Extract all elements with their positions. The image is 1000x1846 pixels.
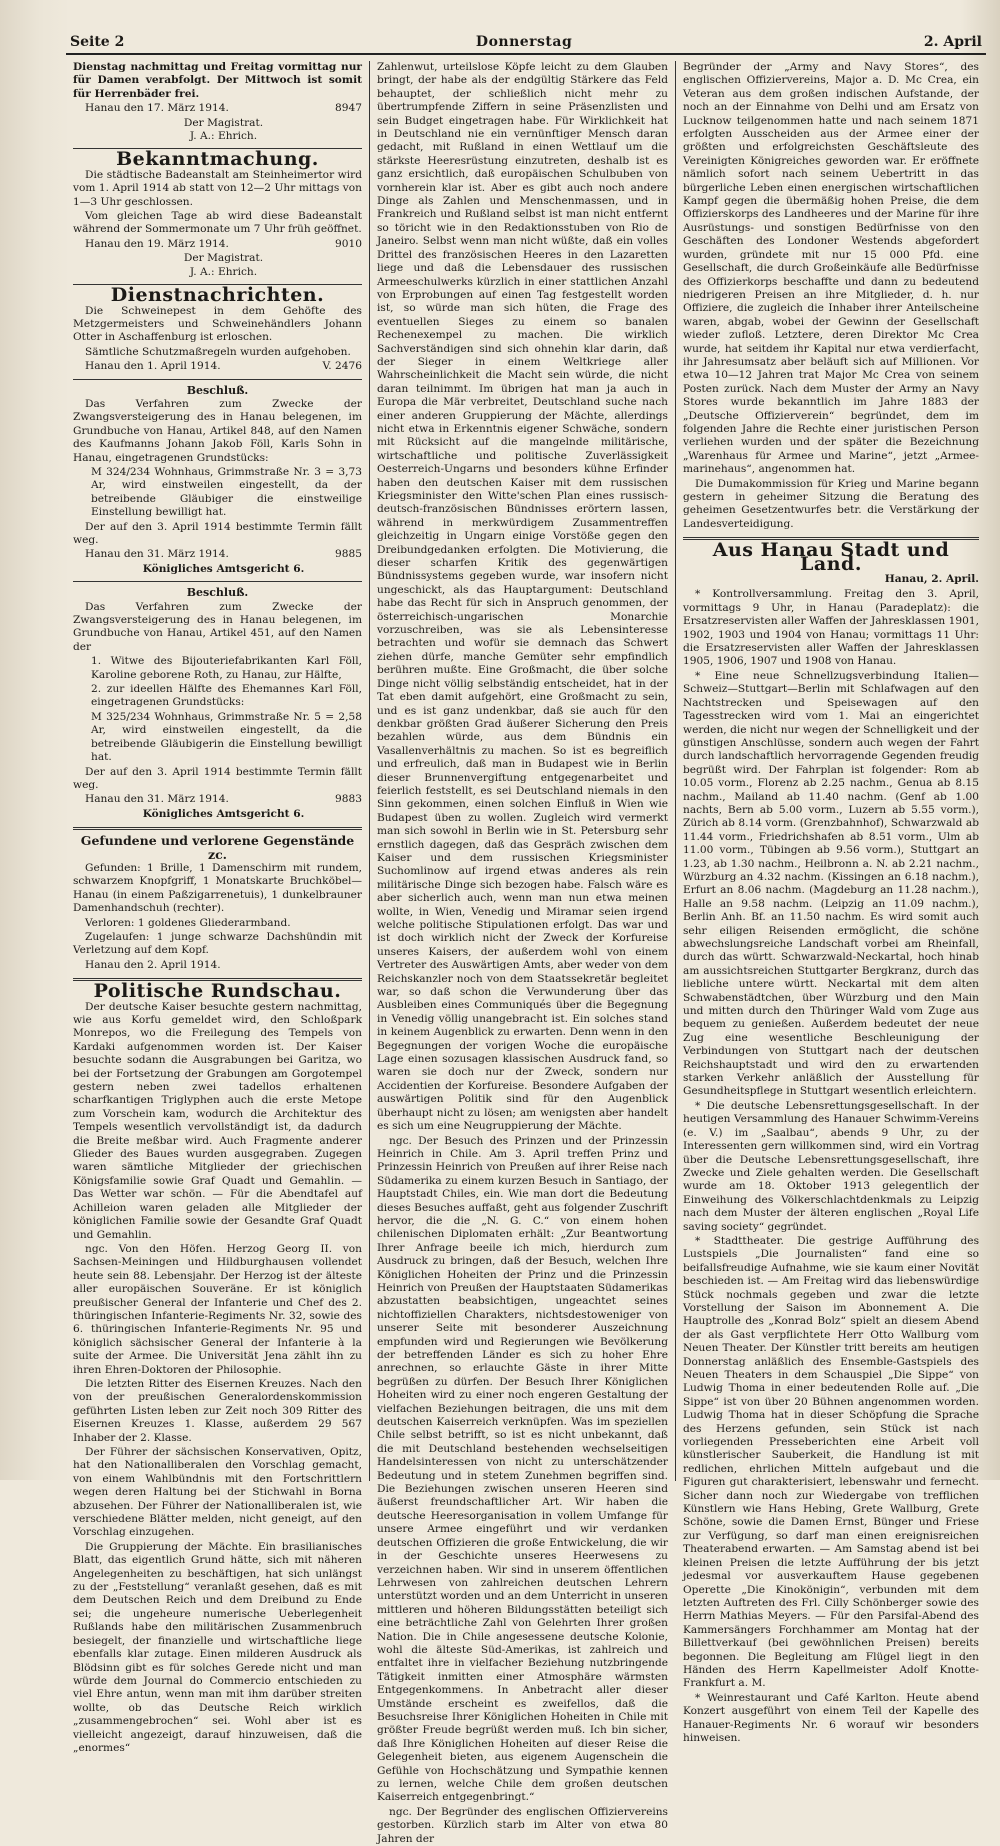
beschluss-1-dateline [73, 548, 362, 561]
bath-notice-date: Hanau den 17. März 1914. [85, 102, 229, 115]
bekanntmachung-text-2: Vom gleichen Tage ab wird diese Badeanstalt während der Sommermonate um 7 Uhr früh geöffnet. [73, 210, 362, 236]
page-number: Seite 2 [70, 34, 125, 50]
heading-aus-hanau: Aus Hanau Stadt und Land. [712, 539, 950, 575]
signature-ehrich: J. A.: Ehrich. [189, 130, 258, 143]
beschluss-2-item-2: 2. zur ideellen Hälfte des Ehemannes Karl Föll, eingetragenen Grundstücks: [91, 683, 362, 709]
bekanntmachung-number: 9010 [335, 237, 362, 250]
politik-konservative: Der Führer der sächsischen Konservativen, Opitz, hat den Nationalliberalen den Vorschlag gemacht, von einem Wahlbündnis mit den Fortschrittlern wegen deren Haltung bei der Stichwahl in Borna abzusehen. Der Führer der Nationalliberalen ist, wie verschiedene Blätter melden, nicht geneigt, auf den Vorschlag einzugehen. [73, 1446, 362, 1539]
beschluss-2-item-1: 1. Witwe des Bijouteriefabrikanten Karl Föll, Karoline geborene Roth, zu Hanau, zur Hälfte, [91, 655, 362, 681]
weekday: Donnerstag [475, 34, 573, 50]
dienst-date: Hanau den 1. April 1914. [85, 360, 221, 373]
column-3 [676, 61, 986, 1744]
divider [73, 827, 362, 830]
bekanntmachung-dateline [73, 238, 362, 251]
bekanntmachung-text-1: Die städtische Badeanstalt am Steinheimertor wird vom 1. April 1914 ab statt von 12—2 Uhr mittags von 1—3 Uhr geschlossen. [73, 168, 362, 208]
beschluss-1-date: Hanau den 31. März 1914. [85, 548, 229, 561]
politik-eisernes-kreuz: Die letzten Ritter des Eisernen Kreuzes. Nach den von der preußischen Generalordenskommission geführten Listen leben zur Zeit noch 309 Ritter des Eisernen Kreuzes 1. Klasse, außerdem 29 567 Inhaber der 2. Klasse. [73, 1377, 362, 1444]
beschluss-1-number: 9885 [335, 548, 362, 561]
politik-gruppierung-cont: Zahlenwut, urteilslose Köpfe leicht zu dem Glauben bringt, der habe als der endgültig Stärkere das Feld behauptet, der schließlich nicht mehr zu übertrumpfende Ziffern in seine Präsenzlisten und sein Budget eingetragen habe. Für Wirklichkeit hat in Deutschland nie ein vernünftiger Mensch daran gedacht, mit Rußland in einen Wettlauf um die stärkste Heeresrüstung einzutreten, deshalb ist es ganz ersichtlich, daß europäischen Schulbuben von vornherein klar ist. Aber es gibt auch noch andere Dinge als Zahlen und Menschenmassen, und in Frankreich und Rußland selbst ist man nicht entfernt so töricht wie in den Redaktionsstuben von Rio de Janeiro. Selbst wenn man nicht wüßte, daß ein volles Drittel des französischen Heeres in den Lazaretten liege und daß die Lebensdauer des russischen Armeeschulwerks kürzlich in einer stattlichen Anzahl von Erprobungen auf einen Tag festgestellt worden ist, so würde man sich hüten, die Frage des eventuellen Sieges zu einem so banalen Rechenexempel zu machen. Die wirklich Sachverständigen sind sich ohnehin klar darin, daß der Sieger in einem Weltkriege aller Wahrscheinlichkeit die Macht sein würde, die nicht daran teilnimmt. Im übrigen hat man ja auch in Europa die Mär verbreitet, Deutschland suche nach einer anderen Gruppierung der Mächte, allerdings nicht etwa in Erkenntnis eigener Schwäche, sondern mit Rücksicht auf die mangelnde militärische, wirtschaftliche und politische Zuverlässigkeit Oesterreich-Ungarns und besonders kühne Erfinder haben den deutschen Kaiser mit dem russischen Kriegsminister den Witte'schen Plan eines russisch-deutsch-französischen Bündnisses erörtern lassen, während in merkwürdigem Zusammentreffen gleichzeitig in Ungarn einige Vorstöße gegen den Dreibundgedanken erfolgten. Die Motivierung, die dieser scharfen Kritik des gegenwärtigen Bündnissystems gegeben wurde, war insofern nicht ungeschickt, als das Hauptargument: Deutschland habe das Recht für sich in Anspruch genommen, der österreichisch-ungarischen Monarchie vorzuschreiben, was sie als Lebensinteresse betrachten und wofür sie demnach das Schwert ziehen dürfe, manche Gemüter sehr empfindlich berühren mußte. Eine Großmacht, die über solche Dinge nicht völlig selbständig entscheidet, hat in der Tat eben damit aufgehört, eine Großmacht zu sein, und es ist ganz undenkbar, daß sie auch für den denkbar größten Grad äußerer Sicherung den Preis bezahlen würde, aus dem Bündnis ein Vasallenverhältnis zu machen. So ist es begreiflich und erfreulich, daß man in Budapest wie in Berlin dieser Brunnenvergiftung entgegenarbeitet und feierlich feststellt, es sei Deutschland niemals in den Sinn gekommen, einen solchen Einfluß in Wien wie Budapest üben zu wollen. Zugleich wird vermerkt man sich sowohl in Berlin wie in St. Petersburg sehr ernstlich dagegen, daß das Gespräch zwischen dem Kaiser und dem russischen Kriegsminister Suchomlinow auf irgend etwas anderes als rein militärische Dinge sich bezogen habe. Falsch wäre es aber sicherlich auch, wenn man nun etwa meinen wollte, in Wien, Venedig und Miramar seien irgend welche politische Stipulationen erfolgt. Das war und ist doch wirklich nicht der Zweck der Korfureise unseres Kaisers, der außerdem wohl von einem Vertreter des Auswärtigen Amts, aber weder von dem Reichskanzler noch von dem Staatssekretär begleitet war, so daß schon die Verwunderung über das Ausbleiben eines Communiqués über die Begegnung in Venedig völlig unangebracht ist. Ein solches stand in keinem Augenblick zu erwarten. Denn wenn in den Begegnungen der vorigen Woche die europäische Lage einen sozusagen klassischen Ausdruck fand, so waren sie doch nur der Zweck, sondern nur Accidentien der Korfureise. Besondere Aufgaben der auswärtigen Politik sind für den Augenblick überhaupt nicht zu lösen; am wenigsten aber handelt es sich um eine Neugruppierung der Mächte. [377, 61, 668, 1133]
beschluss-1-signature: Königliches Amtsgericht 6. [142, 562, 305, 575]
offizierverein-begruender: ngc. Der Begründer des englischen Offiziervereins gestorben. Kürzlich starb im Alter von etwa 80 Jahren der [377, 1805, 668, 1845]
beschluss-2-termin: Der auf den 3. April 1914 bestimmte Termin fällt weg. [73, 765, 362, 791]
politik-gruppierung: Die Gruppierung der Mächte. Ein brasilianisches Blatt, das eigentlich Grund hätte, sich mit näheren Angelegenheiten zu beschäftigen, hat sich unlängst zu der „Feststellung“ veranlaßt gesehen, daß es mit dem Deutschen Reich und dem Dreibund zu Ende sei; die ungeheure numerische Ueberlegenheit Rußlands habe den militärischen Zusammenbruch besiegelt, der finanzielle und wirtschaftliche liege ebenfalls klar zutage. Einen milderen Ausdruck als Blödsinn gibt es für solches Gerede nicht und man würde dem Journal do Commercio entschieden zu viel Ehre antun, wenn man mit ihm darüber streiten wollte, ob das Deutsche Reich wirklich „zusammengebrochen“ sei. Wohl aber ist es vielleicht angezeigt, darauf hinzuweisen, daß die „enormes“ [73, 1540, 362, 1754]
beschluss-2-text: Das Verfahren zum Zwecke der Zwangsversteigerung des in Hanau belegenen, im Grundbuche von Hanau, Artikel 451, auf den Namen der [73, 600, 362, 653]
beschluss-2-heading: Beschluß. [186, 586, 249, 600]
heading-dienstnachrichten: Dienstnachrichten. [110, 284, 325, 307]
signature-magistrat: Der Magistrat. [183, 116, 264, 129]
signature-ehrich-2: J. A.: Ehrich. [189, 265, 258, 278]
beschluss-2-dateline [73, 793, 362, 806]
beschluss-2-signature: Königliches Amtsgericht 6. [142, 807, 305, 820]
column-1 [66, 61, 370, 1754]
prinz-heinrich-chile: ngc. Der Besuch des Prinzen und der Prinzessin Heinrich in Chile. Am 3. April treffen Prinz und Prinzessin Heinrich von Preußen auf ihrer Reise nach Südamerika zu einem kurzen Besuch in Santiago, der Hauptstadt Chiles, ein. Wie man dort die Bedeutung dieses Besuches auffaßt, geht aus folgender Zuschrift hervor, die die „N. G. C.“ von einem hohen chilenischen Diplomaten erhält: „Zur Beantwortung Ihrer Anfrage beeile ich mich, hierdurch zum Ausdruck zu bringen, daß der Besuch, welchen Ihre Königlichen Hoheiten der Prinz und die Prinzessin Heinrich von Preußen der Hauptstaaten Südamerikas abzustatten beabsichtigen, ungeachtet seines nichtoffiziellen Charakters, nichtsdestoweniger von unserer Seite mit besonderer Auszeichnung empfunden wird und Regierungen wie Bevölkerung der betreffenden Länder es sich zu hoher Ehre anrechnen, so erlauchte Gäste in ihrer Mitte begrüßen zu dürfen. Der Besuch Ihrer Königlichen Hoheiten wird zu einer noch engeren Gestaltung der vielfachen Beziehungen beitragen, die uns mit dem deutschen Kaiserreich verknüpfen. Was im speziellen Chile selbst betrifft, so ist es nicht unbekannt, daß die mit Deutschland bestehenden wechselseitigen Handelsinteressen von nicht zu unterschätzender Bedeutung und in stetem Zunehmen begriffen sind. Die Beziehungen zwischen unseren Heeren sind äußerst freundschaftlicher Art. Wir haben die deutsche Heeresorganisation in vollem Umfange für unsere Armee eingeführt und wir verdanken deutschen Offizieren die große Entwickelung, die wir in der Geschichte unseres Heerwesens zu verzeichnen haben. Wir sind in unserem öffentlichen Lehrwesen von zahlreichen deutschen Lehrern unterstützt worden und an dem Unterricht in unseren mittleren und höheren Bildungsstätten beteiligt sich eine beträchtliche Zahl von Gelehrten Ihrer großen Nation. Die in Chile angesessene deutsche Kolonie, wohl die älteste Süd-Amerikas, ist zahlreich und entfaltet ihre in vielfacher Beziehung nutzbringende Tätigkeit inmitten einer Atmosphäre wärmsten Entgegenkommens. In Anbetracht aller dieser Umstände erscheint es zweifellos, daß die Besuchsreise Ihrer Königlichen Hoheiten in Chile mit größter Freude begrüßt werden muß. Ich bin sicher, daß Ihre Königlichen Hoheiten auf dieser Reise die Gelegenheit bieten, aus eigenem Augenschein die Gefühle von Hochschätzung und Sympathie kennen zu lernen, welche Chile dem großen deutschen Kaiserreich entgegenbringt.“ [377, 1134, 668, 1804]
beschluss-2-date: Hanau den 31. März 1914. [85, 793, 229, 806]
stadttheater: * Stadttheater. Die gestrige Aufführung des Lustspiels „Die Journalisten“ fand eine so beifallsfreudige Aufnahme, wie sie kaum einer Novität beschieden ist. — Am Freitag wird das liebenswürdige Stück nochmals gegeben und zwar die letzte Vorstellung der Saison im Abonnement A. Die Hauptrolle des „Konrad Bolz“ spielt an diesem Abend der als Gast verpflichtete Herr Otto Wallburg vom Neuen Theater. Der Künstler tritt bereits am heutigen Donnerstag anläßlich des Ensemble-Gastspiels des Neuen Theaters in dem Schauspiel „Die Sippe“ von Ludwig Thoma in einer bedeutenden Rolle auf. „Die Sippe“ ist von über 20 Bühnen angenommen worden. Ludwig Thoma hat in dieser Schöpfung die Sprache des Herzens gefunden, sein Stück ist nach vorliegenden Presseberichten eine Arbeit voll künstlerischer Sauberkeit, die Handlung ist mit redlichen, ehrlichen Mitteln aufgebaut und die Figuren gut charakterisiert, lebenswahr und fernecht. Sicher dann noch zur Wiedergabe von trefflichen Künstlern wie Hans Hebing, Grete Wallburg, Grete Schöne, sowie die Damen Ernst, Bünger und Friese zur Verfügung, so darf man einen ereignisreichen Theaterabend erwarten. — Am Samstag abend ist bei kleinen Preisen die letzte Aufführung der bis jetzt jedesmal vor ausverkauftem Hause gegebenen Operette „Die Kinokönigin“, verbunden mit dem letzten Auftreten des Frl. Cilly Schönberger sowie des Herrn Mathias Meyers. — Für den Parsifal-Abend des Kammersängers Forchhammer am Montag hat der Billettverkauf (bei gewöhnlichen Preisen) bereits begonnen. Die Begleitung am Flügel liegt in den Händen des Herrn Kapellmeister Adolf Knotte-Frankfurt a. M. [683, 1234, 979, 1690]
bekanntmachung-date: Hanau den 19. März 1914. [85, 237, 229, 250]
bath-notice-text: Dienstag nachmittag und Freitag vormittag nur für Damen verabfolgt. Der Mittwoch ist somit für Herrenbäder frei. [73, 61, 362, 100]
lebensrettungsgesellschaft: * Die deutsche Lebensrettungsgesellschaft. In der heutigen Versammlung des Hanauer Schwimm-Vereins (e. V.) im „Saalbau“, abends 9 Uhr, zu der Interessenten gern willkommen sind, wird ein Vortrag über die Deutsche Lebensrettungsgesellschaft, ihre Zwecke und Ziele gehalten werden. Die Gesellschaft wurde am 18. Oktober 1913 gelegentlich der Einweihung des Völkerschlachtdenkmals zu Leipzig nach dem Muster der älteren englischen „Royal Life saving society“ gegründet. [683, 1099, 979, 1233]
politik-kaiser: Der deutsche Kaiser besuchte gestern nachmittag, wie aus Korfu gemeldet wird, den Schloßpark Monrepos, wo die Freilegung des Tempels von Kardaki aufgenommen worden ist. Der Kaiser besuchte sodann die Ausgrabungen bei Garitza, wo bei der Fortsetzung der Grabungen am Gorgotempel gestern neben zwei tadellos erhaltenen scharfkantigen Triglyphen auch die erste Metope zum Vorschein kam, wodurch die Architektur des Tempels wesentlich vervollständigt ist, da dadurch die Breite meßbar wird. Auch Fragmente anderer Glieder des Baues wurden ausgegraben. Zugegen waren sämtliche Mitglieder der griechischen Königsfamilie sowie Graf Quadt und Gemahlin. — Das Wetter war schön. — Für die Abendtafel auf Achilleion waren geladen alle Mitglieder der königlichen Familie sowie der Gesandte Graf Quadt und Gemahlin. [73, 1000, 362, 1241]
kontrollversammlung: * Kontrollversammlung. Freitag den 3. April, vormittags 9 Uhr, in Hanau (Paradeplatz): die Ersatzreservisten aller Waffen der Jahresklassen 1901, 1902, 1903 und 1904 von Hanau; vormittags 11 Uhr: die Ersatzreservisten aller Waffen der Jahresklassen 1905, 1906, 1907 und 1908 von Hanau. [683, 588, 979, 668]
beschluss-1-item: M 324/234 Wohnhaus, Grimmstraße Nr. 3 = 3,73 Ar, wird einstweilen eingestellt, da der betreibende Gläubiger die einstweilige Einstellung bewilligt hat. [91, 465, 362, 519]
columns [66, 61, 986, 1845]
page-header [66, 34, 986, 55]
dienst-number: V. 2476 [322, 360, 362, 373]
dienst-dateline [73, 360, 362, 373]
heading-politische-rundschau: Politische Rundschau. [93, 980, 342, 1003]
divider [73, 581, 362, 582]
beschluss-2-number: 9883 [335, 793, 362, 806]
heading-fundsachen: Gefundene und verlorene Gegenstände zc. [80, 833, 355, 862]
bath-notice-number: 8947 [335, 102, 362, 115]
divider [73, 379, 362, 380]
schnellzugsverbindung: * Eine neue Schnellzugsverbindung Italien—Schweiz—Stuttgart—Berlin mit Schlafwagen auf den Nachtstrecken und Speisewagen auf den Tagesstrecken wird vom 1. Mai an eingerichtet werden, die nicht nur wegen der Schnelligkeit und der günstigen Anschlüsse, sondern auch wegen der Fahrt durch landschaftlich hervorragende Gegenden freudig begrüßt wird. Der Fahrplan ist folgender: Rom ab 10.05 vorm., Florenz ab 2.25 nachm., Genua ab 8.15 nachm., Mailand ab 11.40 nachm. (Genf ab 1.00 nachts, Bern ab 5.00 vorm., Luzern ab 5.55 vorm.), Zürich ab 8.14 vorm. (Grenzbahnhof), Schwarzwald ab 11.44 vorm., Friedrichshafen ab 8.51 vorm., Ulm ab 11.00 vorm., Tübingen ab 9.56 vorm.), Stuttgart an 1.23, ab 1.30 nachm., Heilbronn a. N. ab 2.21 nachm., Würzburg an 4.32 nachm. (Kissingen an 6.18 nachm.), Erfurt an 8.06 nachm. (Magdeburg an 11.28 nachm.), Halle an 9.58 nachm. (Leipzig an 11.09 nachm.), Berlin Anh. Bf. an 11.50 nachm. Es wird somit auch sehr eiligen Reisenden ermöglicht, die schöne abwechslungsreiche Landschaft vorbei am Rheinfall, durch das württ. Schwarzwald-Neckartal, hoch hinab am aussichtsreichen Stuttgarter Bergkranz, durch das liebliche untere württ. Neckartal mit dem alten Schwabenstädtchen, über Würzburg und den Main und mitten durch den Thüringer Wald vom Zuge aus bequem zu genießen. Außerdem bedeutet der neue Zug eine wesentliche Beschleunigung der Verbindungen von Stuttgart nach der deutschen Reichshauptstadt und wird den zu erwartenden starken Verkehr anläßlich der Ausstellung für Gesundheitspflege in Stuttgart wesentlich erleichtern. [683, 669, 979, 1098]
dumakommission: Die Dumakommission für Krieg und Marine begann gestern in geheimer Sitzung die Beratung des geheimen Gesetzentwurfes betr. die Verstärkung der Landesverteidigung. [683, 477, 979, 530]
column-2 [370, 61, 676, 1845]
beschluss-1-termin: Der auf den 3. April 1914 bestimmte Termin fällt weg. [73, 520, 362, 546]
dienst-text-2: Sämtliche Schutzmaßregeln wurden aufgehoben. [85, 345, 351, 358]
fundsachen-gefunden: Gefunden: 1 Brille, 1 Damenschirm mit rundem, schwarzem Knopfgriff, 1 Monatskarte Bruchköbel—Hanau (in einem Paßzigarrenetuis), 1 dunkelbrauner Damenhandschuh (rechter). [73, 861, 362, 915]
fundsachen-verloren: Verloren: 1 goldenes Gliederarmband. [85, 916, 291, 929]
date: 2. April [923, 34, 982, 50]
offizierverein-cont: Begründer der „Army and Navy Stores“, des englischen Offiziervereins, Major a. D. Mc Crea, ein Veteran aus dem großen indischen Aufstande, der noch an der Einnahme von Delhi und am Ersatz von Lucknow teilgenommen hatte und nach seinem 1871 erfolgten Ausscheiden aus der Armee einer der größten und erfolgreichsten Geschäftsleute des Vereinigten Königreiches geworden war. Er eröffnete nämlich sofort nach seinem Uebertritt in das bürgerliche Leben einen energischen wirtschaftlichen Kampf gegen die übermäßig hohen Preise, die dem Offizierskorps des Landheeres und der Marine für ihre Ausrüstungs- und sonstigen Bedürfnisse von den Geschäften des Londoner Westends abgefordert wurden, gründete mit nur 15 000 Pfd. eine Gesellschaft, die durch Großeinkäufe alle Bedürfnisse des Offizierkorps beschaffte und dann zu bedeutend niedrigeren Preisen an ihre Mitglieder, d. h. nur Offiziere, die zugleich die Inhaber ihrer Anteilscheine waren, abgab, wobei der Gewinn der Gesellschaft wieder zufloß. Letztere, deren Direktor Mc Crea wurde, hat seitdem ihr Kapital nur etwa verdierfacht, ihr Jahresumsatz aber beläuft sich auf Millionen. Vor etwa 10—12 Jahren trat Major Mc Crea von seinem Posten zurück. Nach dem Muster der Army an Navy Stores wurde bekanntlich im Jahre 1883 der „Deutsche Offizierverein“ begründet, dem im folgenden Jahre die Rechte einer juristischen Person verliehen wurden und der später die Bezeichnung „Warenhaus für Armee und Marine“, jetzt „Armee-marinehaus“, angenommen hat. [683, 61, 979, 476]
bath-notice-dateline [73, 102, 362, 115]
dienst-text-1: Die Schweinepest in dem Gehöfte des Metzgermeisters und Schweinehändlers Johann Otter in Aschaffenburg ist erloschen. [73, 304, 362, 344]
politik-hoefe: ngc. Von den Höfen. Herzog Georg II. von Sachsen-Meiningen und Hildburghausen vollendet heute sein 88. Lebensjahr. Der Herzog ist der älteste aller europäischen Souveräne. Er ist königlich preußischer General der Infanterie und Chef des 2. thüringischen Infanterie-Regiments Nr. 32, sowie des 6. thüringischen Infanterie-Regiments Nr. 95 und königlich sächsischer General der Infanterie à la suite der Armee. Die Universität Jena zählt ihn zu ihren Ehren-Doktoren der Philosophie. [73, 1242, 362, 1376]
beschluss-1-text: Das Verfahren zum Zwecke der Zwangsversteigerung des in Hanau belegenen, im Grundbuche von Hanau, Artikel 848, auf den Namen des Kaufmanns Johann Jakob Föll, Karls Sohn in Hanau, eingetragenen Grundstücks: [73, 397, 362, 464]
cafe-karlton: * Weinrestaurant und Café Karlton. Heute abend Konzert ausgeführt von einem Teil der Kapelle des Hanauer-Regiments Nr. 6 worauf wir besonders hinweisen. [683, 1691, 979, 1744]
fundsachen-zugelaufen: Zugelaufen: 1 junge schwarze Dachshündin mit Verletzung auf dem Kopf. [73, 930, 362, 957]
heading-bekanntmachung: Bekanntmachung. [116, 148, 319, 171]
beschluss-1-heading: Beschluß. [186, 383, 249, 397]
signature-magistrat-2: Der Magistrat. [183, 252, 264, 265]
beschluss-2-item: M 325/234 Wohnhaus, Grimmstraße Nr. 5 = 2,58 Ar, wird einstweilen eingestellt, da die betreibende Gläubigerin die Einstellung bewilligt hat. [91, 710, 362, 764]
fundsachen-date: Hanau den 2. April 1914. [85, 958, 221, 971]
hanau-dateline: Hanau, 2. April. [884, 573, 979, 586]
